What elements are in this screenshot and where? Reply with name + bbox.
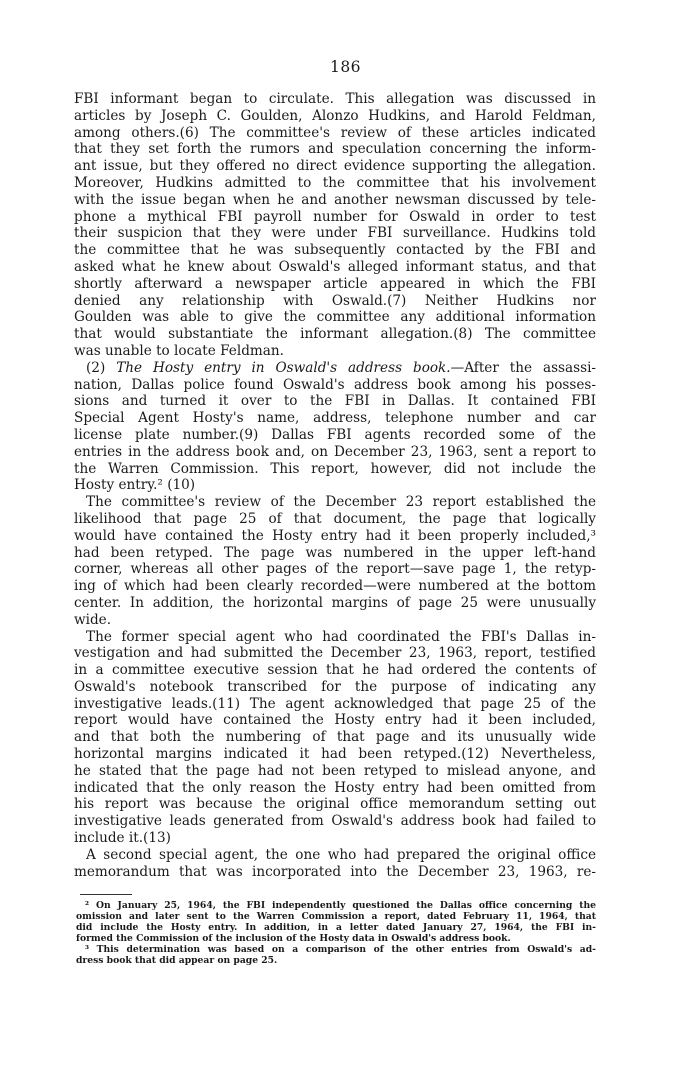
body-line: nation, Dallas police found Oswald's address book among his posses-	[74, 376, 596, 393]
body-line: that would substantiate the informant allegation.(8) The committee	[74, 326, 596, 343]
body-line: phone a mythical FBI payroll number for Oswald in order to test	[74, 208, 596, 225]
body-line: his report was because the original office memorandum setting out	[74, 796, 596, 813]
body-line: in a committee executive session that he had ordered the contents of	[74, 662, 596, 679]
footnote-line: ² On January 25, 1964, the FBI independently questioned the Dallas office concerning the	[85, 900, 596, 911]
footnote-separator	[80, 894, 132, 895]
body-line: indicated that the only reason the Hosty entry had been omitted from	[74, 779, 596, 796]
footnote-line: did include the Hosty entry. In addition, in a letter dated January 27, 1964, the FBI in-	[76, 922, 596, 934]
footnote-line: omission and later sent to the Warren Commission a report, dated February 11, 1964, that	[76, 911, 596, 923]
body-line: A second special agent, the one who had prepared the original office	[86, 846, 596, 863]
body-line: had been retyped. The page was numbered in the upper left-hand	[74, 544, 596, 561]
body-line: and that both the numbering of that page and its unusually wide	[74, 729, 596, 746]
body-line: report would have contained the Hosty entry had it been included,	[74, 712, 596, 729]
body-line: the Warren Commission. This report, however, did not include the	[74, 460, 596, 477]
body-line: Hosty entry.² (10)	[74, 477, 196, 494]
body-line: articles by Joseph C. Goulden, Alonzo Hudkins, and Harold Feldman,	[74, 107, 596, 124]
body-line: with the issue began when he and another newsman discussed by tele-	[74, 191, 596, 208]
body-line: center. In addition, the horizontal margins of page 25 were unusually	[74, 594, 596, 611]
body-line: ing of which had been clearly recorded—were numbered at the bottom	[74, 578, 596, 595]
body-line: was unable to locate Feldman.	[74, 342, 284, 359]
body-line: vestigation and had submitted the December 23, 1963, report, testified	[74, 645, 596, 662]
body-line: FBI informant began to circulate. This allegation was discussed in	[74, 91, 596, 107]
body-line: among others.(6) The committee's review of these articles indicated	[74, 124, 596, 141]
body-line: likelihood that page 25 of that document, the page that logically	[74, 510, 596, 527]
body-line: wide.	[74, 611, 112, 628]
body-line: he stated that the page had not been retyped to mislead anyone, and	[74, 762, 596, 779]
body-line: license plate number.(9) Dallas FBI agents recorded some of the	[74, 426, 596, 443]
body-line: that they set forth the rumors and speculation concerning the inform-	[74, 141, 596, 158]
body-line: corner, whereas all other pages of the report—save page 1, the retyp-	[74, 561, 596, 578]
body-line: The committee's review of the December 23 report established the	[86, 494, 596, 511]
footnotes	[76, 900, 596, 967]
body-line: asked what he knew about Oswald's alleged informant status, and that	[74, 258, 596, 275]
footnote-line: formed the Commission of the inclusion of the Hosty data in Oswald's address book.	[76, 933, 511, 945]
body-line: their suspicion that they were under FBI surveillance. Hudkins told	[74, 225, 596, 242]
body-line: shortly afterward a newspaper article appeared in which the FBI	[74, 275, 596, 292]
body-line: investigative leads generated from Oswald's address book had failed to	[74, 813, 596, 830]
footnote-line: ³ This determination was based on a comparison of the other entries from Oswald's ad-	[85, 944, 596, 956]
body-line: Goulden was able to give the committee any additional information	[74, 309, 596, 326]
footnote-line: dress book that did appear on page 25.	[76, 955, 278, 967]
body-line: entries in the address book and, on December 23, 1963, sent a report to	[74, 443, 596, 460]
body-text	[74, 91, 596, 880]
body-line: ant issue, but they offered no direct evidence supporting the allegation.	[74, 158, 596, 175]
body-line: include it.(13)	[74, 830, 171, 847]
page-number: 186	[329, 58, 362, 76]
body-line: (2) The Hosty entry in Oswald's address book.—After the assassi-	[86, 359, 597, 376]
body-line: would have contained the Hosty entry had it been properly included,³	[74, 527, 596, 544]
body-line: denied any relationship with Oswald.(7) Neither Hudkins nor	[74, 292, 596, 309]
body-line: Special Agent Hosty's name, address, telephone number and car	[74, 410, 596, 427]
body-line: investigative leads.(11) The agent acknowledged that page 25 of the	[74, 695, 596, 712]
body-line: memorandum that was incorporated into the December 23, 1963, re-	[74, 863, 596, 880]
body-line: horizontal margins indicated it had been retyped.(12) Nevertheless,	[74, 746, 596, 763]
body-line: sions and turned it over to the FBI in Dallas. It contained FBI	[74, 393, 596, 410]
body-line: Moreover, Hudkins admitted to the committee that his involvement	[74, 174, 596, 191]
body-line: Oswald's notebook transcribed for the purpose of indicating any	[74, 678, 596, 695]
body-line: The former special agent who had coordinated the FBI's Dallas in-	[86, 628, 596, 645]
body-line: the committee that he was subsequently contacted by the FBI and	[74, 242, 596, 259]
